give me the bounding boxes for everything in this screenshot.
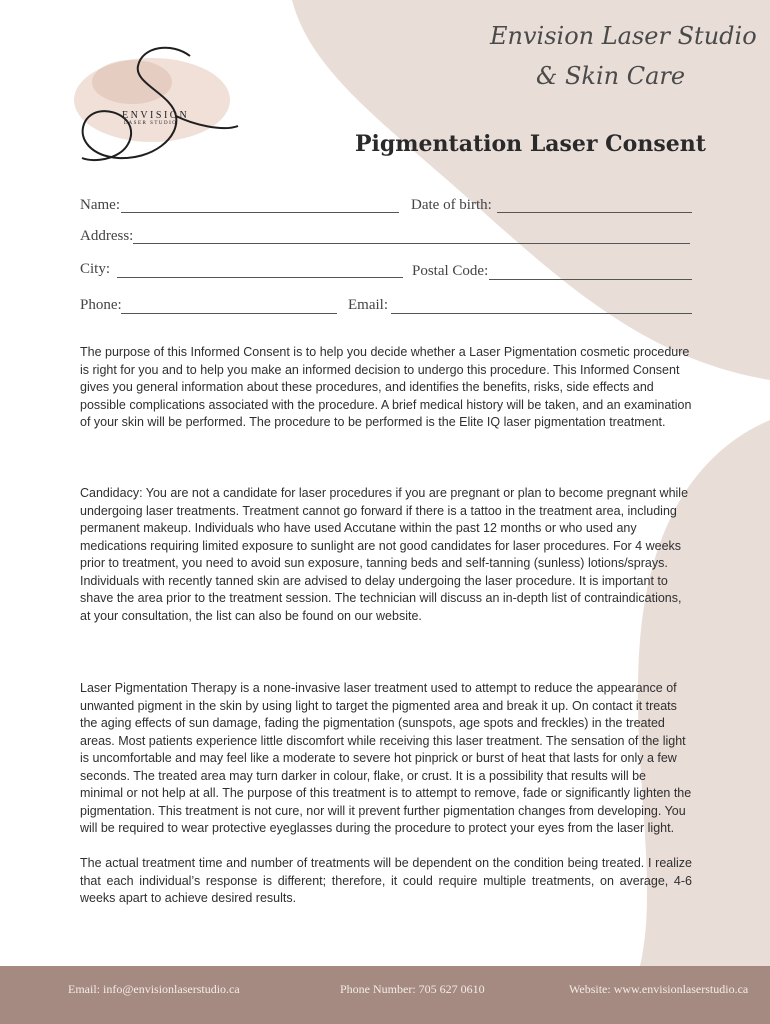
email-label: Email: — [348, 297, 388, 313]
envision-logo — [72, 42, 242, 172]
city-field[interactable] — [117, 277, 403, 278]
footer-bar — [0, 966, 770, 1024]
city-label: City: — [80, 261, 111, 277]
candidacy-paragraph: Candidacy: You are not a candidate for laser procedures if you are pregnant or plan to become pregnant while undergoing laser treatments. Treatment cannot go forward if there is a tattoo in the treatment area, including permanent makeup. Individuals who have used Accutane within the past 12 months or who used any medications requiring limited exposure to sunlight are not good candidates for laser procedures. For 4 weeks prior to treatment, you need to avoid sun exposure, tanning beds and self-tanning (sunless) lotions/sprays. Individuals with recently tanned skin are advised to delay undergoing the laser procedure. It is important to shave the area prior to the treatment session. The technician will discuss an in-depth list of contraindications, at your consultation, the list can also be found on our website. — [80, 486, 689, 623]
therapy-paragraph: Laser Pigmentation Therapy is a none-invasive laser treatment used to attempt to reduce the appearance of unwanted pigment in the skin by using light to target the pigmented area and break it up. On contact it treats the aging effects of sun damage, fading the pigmentation (sunspots, age spots and freckles) in the treated areas. Most patients experience little discomfort while receiving this laser treatment. The sensation of the light is uncomfortable and may feel like a moderate to severe hot pinprick or burst of heat that lasts for only a few seconds. The treated area may turn darker in colour, flake, or crust. It is a possibility that results will be minimal or not help at all. The purpose of this treatment is to attempt to remove, fade or significantly lighten the pigmentation. This treatment is not cure, nor will it prevent further pigmentation changes from developing. You will be required to wear protective eyeglasses during the procedure to protect your eyes from the laser light. — [80, 681, 692, 835]
postal-code-label: Postal Code: — [412, 263, 489, 279]
treatment-time-paragraph: The actual treatment time and number of treatments will be dependent on the condition being treated. I realize that each individual’s response is different; therefore, it could require multiple treatments, on average, 4-6 weeks apart to achieve desired results. — [80, 856, 692, 905]
dob-field[interactable] — [497, 212, 692, 213]
logo-text-main: ENVISION — [122, 110, 190, 121]
footer-email[interactable]: Email: info@envisionlaserstudio.ca — [68, 982, 240, 996]
form-title: Pigmentation Laser Consent — [355, 131, 706, 157]
name-label: Name: — [80, 197, 120, 213]
logo-text-sub: LASER STUDIO — [124, 121, 178, 126]
phone-field[interactable] — [121, 313, 337, 314]
dob-label: Date of birth: — [411, 197, 492, 213]
address-label: Address: — [80, 228, 134, 244]
footer-phone[interactable]: Phone Number: 705 627 0610 — [340, 982, 485, 996]
phone-label: Phone: — [80, 297, 122, 313]
address-field[interactable] — [133, 243, 690, 244]
name-field[interactable] — [121, 212, 399, 213]
brand-name: Envision Laser Studio — [490, 22, 757, 50]
postal-code-field[interactable] — [489, 279, 692, 280]
footer-website[interactable]: Website: www.envisionlaserstudio.ca — [569, 982, 749, 996]
brand-subtitle: & Skin Care — [536, 62, 686, 90]
purpose-paragraph: The purpose of this Informed Consent is to help you decide whether a Laser Pigmentation cosmetic procedure is right for you and to help you make an informed decision to undergo this procedure. This Informed Consent gives you general information about these procedures, and identifies the benefits, risks, side effects and possible complications associated with the procedure. A brief medical history will be taken, and an examination of your skin will be performed. The procedure to be performed is the Elite IQ laser pigmentation treatment. — [80, 345, 692, 429]
email-field[interactable] — [391, 313, 692, 314]
